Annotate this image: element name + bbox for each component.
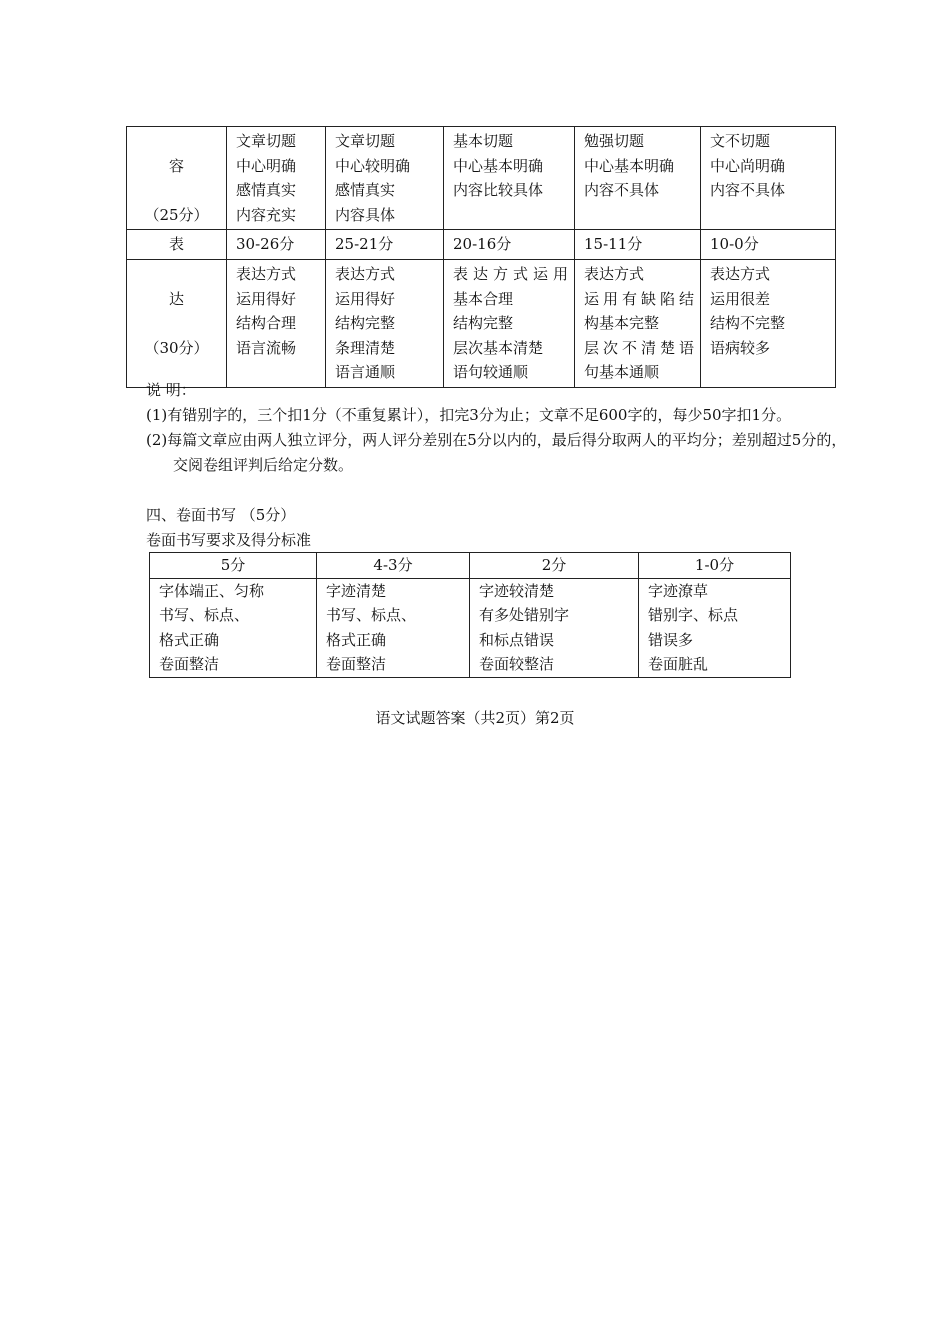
cell-line: 运用有缺陷结 xyxy=(584,289,694,308)
handwriting-scoring-table xyxy=(149,552,791,678)
cell-line: 语病较多 xyxy=(710,338,771,357)
cell-line: 条理清楚 xyxy=(335,338,396,357)
cell-line: 运用很差 xyxy=(710,289,771,308)
cell-line: 层次基本清楚 xyxy=(453,338,544,357)
cell-line: 结构完整 xyxy=(453,314,514,333)
note-item-1: (1)有错别字的，三个扣1分（不重复累计），扣完3分为止；文章不足600字的，每少50字扣1分。 xyxy=(146,406,792,424)
cell-line: 文章切题 xyxy=(335,132,396,150)
header-cell: 2分 xyxy=(470,553,639,579)
cell-line: 中心较明确 xyxy=(335,156,411,175)
cell-line: 文章切题 xyxy=(236,132,297,150)
section-heading: 四、卷面书写 （5分） xyxy=(146,506,296,524)
content-cell xyxy=(444,127,575,230)
range-cell: 30-26分 xyxy=(227,230,326,260)
range-cell: 20-16分 xyxy=(444,230,575,260)
content-label: 容 xyxy=(168,156,184,175)
cell-line: 句基本通顺 xyxy=(584,363,660,382)
cell-line: 内容充实 xyxy=(236,205,297,224)
cell-line: 表达方式运用 xyxy=(453,264,568,283)
cell-line: 内容比较具体 xyxy=(453,181,544,200)
composition-scoring-table xyxy=(126,126,836,388)
table-header-row xyxy=(150,553,791,579)
table-row xyxy=(150,578,791,677)
expression-cell xyxy=(326,259,444,387)
cell-line: 内容具体 xyxy=(335,205,396,224)
cell-line: 字迹较清楚 xyxy=(479,581,555,600)
cell-line: 运用得好 xyxy=(236,289,297,308)
expression-score: （30分） xyxy=(144,338,209,357)
range-cell: 25-21分 xyxy=(326,230,444,260)
section-subheading: 卷面书写要求及得分标准 xyxy=(146,531,312,549)
content-score: （25分） xyxy=(144,205,209,224)
cell-line: 基本切题 xyxy=(453,132,514,150)
page-footer: 语文试题答案（共2页）第2页 xyxy=(375,709,575,727)
cell-line: 构基本完整 xyxy=(584,314,660,333)
expression-cell xyxy=(227,259,326,387)
cell-line: 书写、标点、 xyxy=(326,606,417,625)
cell-line: 语言通顺 xyxy=(335,363,396,382)
header-cell: 1-0分 xyxy=(639,553,791,579)
cell-line: 层次不清楚语 xyxy=(584,338,694,357)
cell-line: 字迹清楚 xyxy=(326,581,387,600)
criteria-cell xyxy=(150,578,317,677)
cell-line: 中心明确 xyxy=(236,156,297,175)
criteria-cell xyxy=(317,578,470,677)
cell-line: 中心基本明确 xyxy=(453,156,544,175)
cell-line: 卷面脏乱 xyxy=(648,655,709,674)
cell-line: 卷面较整洁 xyxy=(479,655,555,674)
cell-line: 中心尚明确 xyxy=(710,156,786,175)
expression-label: 达 xyxy=(168,289,184,308)
scoring-notes xyxy=(146,378,851,478)
content-row xyxy=(127,127,836,230)
expression-row xyxy=(127,259,836,387)
cell-line: 运用得好 xyxy=(335,289,396,308)
cell-line: 基本合理 xyxy=(453,289,514,308)
cell-line: 字迹潦草 xyxy=(648,581,709,600)
header-cell: 5分 xyxy=(150,553,317,579)
expression-row-label xyxy=(127,259,227,387)
content-cell xyxy=(701,127,836,230)
cell-line: 感情真实 xyxy=(335,181,396,200)
cell-line: 文不切题 xyxy=(710,132,771,150)
cell-line: 结构合理 xyxy=(236,314,297,333)
cell-line: 错误多 xyxy=(648,630,694,649)
content-cell xyxy=(575,127,701,230)
content-cell xyxy=(227,127,326,230)
cell-line: 结构完整 xyxy=(335,314,396,333)
cell-line: 语句较通顺 xyxy=(453,363,529,382)
note-item-2: (2)每篇文章应由两人独立评分，两人评分差别在5分以内的，最后得分取两人的平均分；差别超过5分的，交阅卷组评判后给定分数。 xyxy=(146,431,847,474)
cell-line: 卷面整洁 xyxy=(326,655,387,674)
cell-line: 内容不具体 xyxy=(710,181,786,200)
cell-line: 结构不完整 xyxy=(710,314,786,333)
cell-line: 表达方式 xyxy=(236,264,297,283)
notes-heading: 说 明： xyxy=(146,381,196,399)
expression-label-top: 表 xyxy=(127,230,227,260)
range-cell: 15-11分 xyxy=(575,230,701,260)
expression-cell xyxy=(444,259,575,387)
cell-line: 语言流畅 xyxy=(236,338,297,357)
content-cell xyxy=(326,127,444,230)
content-row-label xyxy=(127,127,227,230)
cell-line: 错别字、标点 xyxy=(648,606,739,625)
cell-line: 表达方式 xyxy=(335,264,396,283)
cell-line: 勉强切题 xyxy=(584,132,645,150)
cell-line: 和标点错误 xyxy=(479,630,555,649)
cell-line: 格式正确 xyxy=(326,630,387,649)
criteria-cell xyxy=(470,578,639,677)
header-cell: 4-3分 xyxy=(317,553,470,579)
criteria-cell xyxy=(639,578,791,677)
cell-line: 书写、标点、 xyxy=(159,606,250,625)
cell-line: 格式正确 xyxy=(159,630,220,649)
cell-line: 感情真实 xyxy=(236,181,297,200)
expression-cell xyxy=(575,259,701,387)
cell-line: 有多处错别字 xyxy=(479,606,570,625)
cell-line: 表达方式 xyxy=(710,264,771,283)
expression-range-row xyxy=(127,230,836,260)
cell-line: 内容不具体 xyxy=(584,181,660,200)
range-cell: 10-0分 xyxy=(701,230,836,260)
expression-cell xyxy=(701,259,836,387)
cell-line: 表达方式 xyxy=(584,264,645,283)
cell-line: 卷面整洁 xyxy=(159,655,220,674)
cell-line: 字体端正、匀称 xyxy=(159,581,265,600)
cell-line: 中心基本明确 xyxy=(584,156,675,175)
